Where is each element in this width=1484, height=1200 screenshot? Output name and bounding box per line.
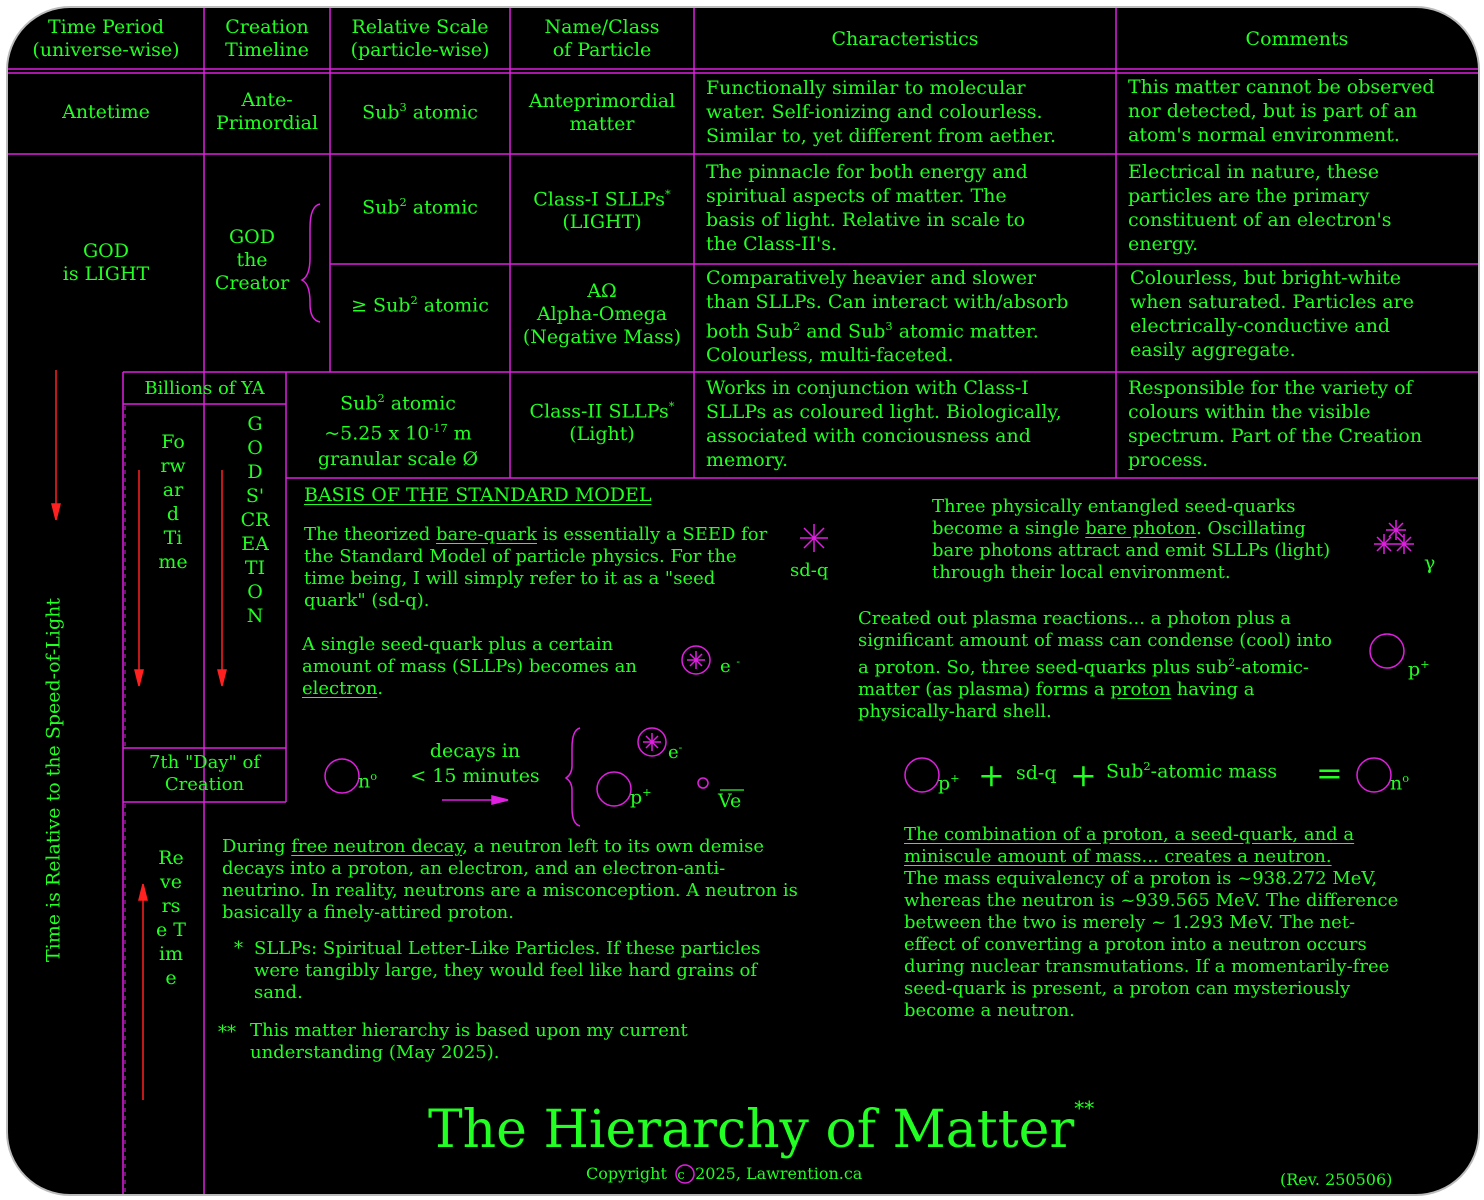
footnote-star-1: * bbox=[234, 938, 243, 959]
electron-icon bbox=[682, 646, 710, 674]
gamma-label: γ bbox=[1424, 552, 1436, 574]
equation-equals: = bbox=[1316, 754, 1343, 792]
god-the-creator: GOD the Creator bbox=[214, 226, 290, 294]
equation-sdq: sd-q bbox=[1016, 762, 1057, 784]
classii-scale: Sub$^2$ atomic ~5.25 x $10^{-17}$ m granular scale Ø bbox=[317, 391, 479, 470]
header-creation: Creation Timeline bbox=[225, 16, 309, 61]
photon-icon bbox=[1374, 520, 1414, 554]
alpha-omega-comments: Colourless, but bright-white when saturated. Particles are electrically-conductive and easily aggregate. bbox=[1130, 267, 1414, 361]
antetime-name: Anteprimordial matter bbox=[528, 90, 676, 135]
alpha-omega-scale: ≥ Sub$^2$ atomic bbox=[351, 293, 489, 317]
decays-text: decays in < 15 minutes bbox=[410, 740, 540, 787]
header-comments: Comments bbox=[1245, 28, 1349, 50]
classi-characteristics: The pinnacle for both energy and spiritual aspects of matter. The basis of light. Relative in scale to the Class-II's. bbox=[706, 161, 1028, 255]
electron-paragraph: A single seed-quark plus a certain amount of mass (SLLPs) becomes an electron. bbox=[302, 634, 637, 699]
decay-brace-icon bbox=[566, 728, 580, 826]
header-relative-scale: Relative Scale (particle-wise) bbox=[350, 16, 490, 61]
decay-proton-label: p+ bbox=[630, 785, 652, 809]
header-time-period: Time Period (universe-wise) bbox=[32, 16, 180, 61]
photon-paragraph: Three physically entangled seed-quarks become a single bare photon. Oscillating bare photons attract and emit SLLPs (light) through their local environment. bbox=[932, 496, 1331, 583]
antetime-period: Antetime bbox=[62, 101, 150, 123]
god-is-light: GOD is LIGHT bbox=[62, 240, 150, 285]
footnote-star-2: ** bbox=[218, 1022, 236, 1043]
decay-proton-icon bbox=[597, 772, 631, 806]
footnote-hierarchy: This matter hierarchy is based upon my current understanding (May 2025). bbox=[250, 1020, 688, 1063]
antetime-scale: Sub$^3$ atomic bbox=[362, 100, 478, 124]
billions-of-ya: Billions of YA bbox=[144, 378, 265, 399]
equation-plus-1: + bbox=[978, 756, 1005, 794]
classi-name: Class-I SLLPs* (LIGHT) bbox=[533, 187, 671, 234]
alpha-omega-name: AΩ Alpha-Omega (Negative Mass) bbox=[522, 280, 682, 348]
proton-icon bbox=[1370, 634, 1404, 668]
equation-proton-label: p+ bbox=[938, 771, 960, 795]
antetime-characteristics: Functionally similar to molecular water. Self-ionizing and colourless. Similar to, yet different from aether. bbox=[706, 77, 1057, 147]
equation-neutron-label: $n^o$ bbox=[1390, 771, 1410, 795]
neutrino-icon bbox=[698, 778, 708, 788]
equation-proton-icon bbox=[905, 758, 939, 792]
header-characteristics: Characteristics bbox=[831, 28, 979, 50]
equation-plus-2: + bbox=[1070, 756, 1097, 794]
decay-electron-icon bbox=[638, 728, 666, 756]
classi-comments: Electrical in nature, these particles are the primary constituent of an electron's energy. bbox=[1128, 161, 1392, 255]
antetime-timeline: Ante- Primordial bbox=[215, 89, 319, 134]
standard-model-heading: BASIS OF THE STANDARD MODEL bbox=[304, 484, 652, 506]
proton-label: p+ bbox=[1408, 657, 1430, 681]
revision: (Rev. 250506) bbox=[1280, 1170, 1393, 1189]
forward-time-label: Forward Time bbox=[158, 431, 188, 573]
page-title: The Hierarchy of Matter** bbox=[428, 1096, 1095, 1160]
hierarchy-chart bbox=[6, 6, 1480, 1196]
neutron-icon bbox=[325, 759, 359, 793]
equation-mass: Sub$^2$-atomic mass bbox=[1106, 759, 1278, 783]
proton-paragraph: Created out plasma reactions... a photon plus a significant amount of mass can condense (cool) into a proton. So, three seed-quarks plus sub$^2$-atomic-matter (as plasma) forms a proton having a physically-hard shell. bbox=[858, 608, 1332, 722]
neutron-decay-paragraph: During free neutron decay, a neutron left to its own demise decays into a proton, an electron, and an electron-anti-neutrino. In reality, neutrons are a misconception. A neutron is basically a finely-attired proton. bbox=[222, 836, 798, 923]
antineutrino-label: Ve bbox=[718, 790, 742, 812]
speed-of-light-label: Time is Relative to the Speed-of-Light bbox=[42, 597, 65, 963]
seed-quark-paragraph: The theorized bare-quark is essentially a SEED for the Standard Model of particle physics. For the time being, I will simply refer to it as a "seed quark" (sd-q). bbox=[304, 524, 768, 611]
seventh-day-label: 7th "Day" of Creation bbox=[148, 752, 261, 795]
reverse-time-label: Reverse Time bbox=[156, 847, 186, 989]
gods-creation-label: GODS' CREATION bbox=[240, 413, 270, 627]
electron-label: e - bbox=[720, 655, 741, 677]
alpha-omega-characteristics: Comparatively heavier and slower than SLLPs. Can interact with/absorb both Sub$^2$ and Sub$^3$ atomic matter. Colourless, multi-faceted. bbox=[706, 267, 1069, 367]
antetime-comments: This matter cannot be observed nor detected, but is part of an atom's normal environment. bbox=[1128, 76, 1435, 146]
classi-scale: Sub$^2$ atomic bbox=[362, 195, 478, 219]
decay-electron-label: e- bbox=[668, 741, 683, 763]
classii-name: Class-II SLLPs* (Light) bbox=[529, 399, 675, 446]
sdq-label: sd-q bbox=[790, 560, 829, 581]
classii-comments: Responsible for the variety of colours within the visible spectrum. Part of the Creation process. bbox=[1128, 377, 1423, 471]
brace-icon bbox=[302, 204, 320, 322]
header-name-class: Name/Class of Particle bbox=[544, 16, 660, 61]
classii-characteristics: Works in conjunction with Class-I SLLPs as coloured light. Biologically, associated with conciousness and memory. bbox=[706, 377, 1062, 471]
copyright: Copyright c 2025, Lawrention.ca bbox=[586, 1164, 863, 1183]
footnote-sllps: SLLPs: Spiritual Letter-Like Particles. If these particles were tangibly large, they would feel like hard grains of sand. bbox=[254, 938, 761, 1003]
equation-neutron-icon bbox=[1357, 758, 1391, 792]
neutron-label: $n^o$ bbox=[358, 769, 378, 793]
seed-quark-icon bbox=[800, 524, 828, 552]
neutron-creation-paragraph: The combination of a proton, a seed-quark, and a miniscule amount of mass... creates a neutron. The mass equivalency of a proton is ~938.272 MeV, whereas the neutron is ~939.565 MeV. The difference between the two is merely ~ 1.293 MeV. The net-effect of converting a proton into a neutron occurs during nuclear transmutations. If a momentarily-free seed-quark is present, a proton can mysteriously become a neutron. bbox=[904, 824, 1399, 1021]
copyright-c: c bbox=[677, 1168, 685, 1183]
